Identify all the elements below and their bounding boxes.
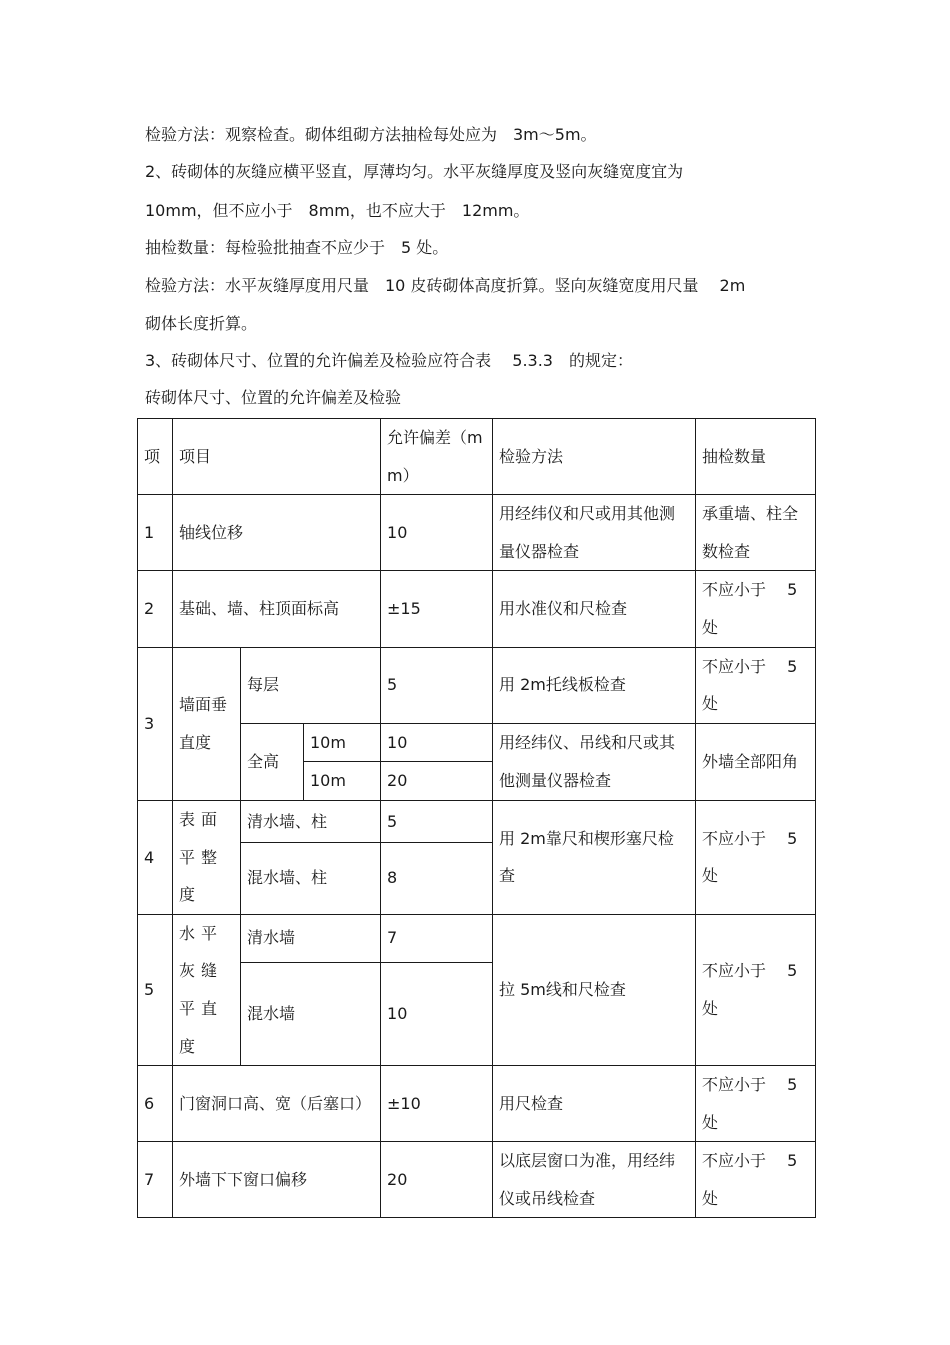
tolerance-table [137, 418, 816, 1218]
table-row [138, 1066, 816, 1142]
paragraph-1: 检验方法：观察检查。砌体组砌方法抽检每处应为 3m～5m。 [145, 125, 597, 144]
row-tolerance: 20 [381, 762, 493, 801]
row-method: 用经纬仪和尺或用其他测量仪器检查 [493, 495, 696, 571]
table-row [138, 647, 816, 723]
row-method: 以底层窗口为准，用经纬仪或吊线检查 [493, 1142, 696, 1218]
row-item: 水平灰缝平直度 [173, 914, 241, 1065]
table-row [138, 571, 816, 647]
row-tolerance: 10 [381, 495, 493, 571]
header-method: 检验方法 [493, 419, 696, 495]
row-subitem: 每层 [241, 647, 381, 723]
row-tolerance: 5 [381, 800, 493, 842]
table-row [138, 495, 816, 571]
row-item: 基础、墙、柱顶面标高 [173, 571, 381, 647]
table-row [138, 1142, 816, 1218]
row-tolerance: 10 [381, 962, 493, 1065]
row-method: 用经纬仪、吊线和尺或其他测量仪器检查 [493, 723, 696, 800]
row-quantity: 不应小于 5处 [696, 571, 816, 647]
row-quantity: 不应小于 5处 [696, 1066, 816, 1142]
table-row [138, 914, 816, 962]
row-method: 用 2m托线板检查 [493, 647, 696, 723]
row-no: 2 [138, 571, 173, 647]
row-tolerance: ±15 [381, 571, 493, 647]
row-quantity: 承重墙、柱全数检查 [696, 495, 816, 571]
row-no: 7 [138, 1142, 173, 1218]
row-subitem-range: 10m [304, 762, 381, 801]
header-item: 项目 [173, 419, 381, 495]
row-quantity: 外墙全部阳角 [696, 723, 816, 800]
header-quantity: 抽检数量 [696, 419, 816, 495]
row-method: 用水准仪和尺检查 [493, 571, 696, 647]
row-method: 用 2m靠尺和楔形塞尺检查 [493, 800, 696, 914]
header-tolerance: 允许偏差（mm） [381, 419, 493, 495]
row-tolerance: 5 [381, 647, 493, 723]
row-tolerance: 7 [381, 914, 493, 962]
paragraph-3: 10mm，但不应小于 8mm，也不应大于 12mm。 [145, 201, 530, 220]
row-no: 4 [138, 800, 173, 914]
row-no: 5 [138, 914, 173, 1065]
paragraph-5: 检验方法：水平灰缝厚度用尺量 10 皮砖砌体高度折算。竖向灰缝宽度用尺量 2m [145, 276, 746, 295]
paragraph-2: 2、砖砌体的灰缝应横平竖直，厚薄均匀。水平灰缝厚度及竖向灰缝宽度宜为 [145, 162, 684, 181]
row-subitem: 清水墙 [241, 914, 381, 962]
row-item: 轴线位移 [173, 495, 381, 571]
header-no: 项 [138, 419, 173, 495]
row-item: 表面平整度 [173, 800, 241, 914]
table-header-row [138, 419, 816, 495]
row-subitem: 混水墙、柱 [241, 842, 381, 914]
paragraph-6: 砌体长度折算。 [145, 314, 258, 333]
row-subitem-range: 10m [304, 723, 381, 762]
row-quantity: 不应小于 5处 [696, 800, 816, 914]
row-item: 门窗洞口高、宽（后塞口） [173, 1066, 381, 1142]
row-subitem: 混水墙 [241, 962, 381, 1065]
row-quantity: 不应小于 5处 [696, 914, 816, 1065]
row-item: 外墙下下窗口偏移 [173, 1142, 381, 1218]
row-method: 拉 5m线和尺检查 [493, 914, 696, 1065]
row-no: 3 [138, 647, 173, 800]
row-no: 1 [138, 495, 173, 571]
table-caption: 砖砌体尺寸、位置的允许偏差及检验 [145, 388, 402, 407]
row-quantity: 不应小于 5处 [696, 647, 816, 723]
row-subitem: 清水墙、柱 [241, 800, 381, 842]
row-item: 墙面垂直度 [173, 647, 241, 800]
row-tolerance: ±10 [381, 1066, 493, 1142]
row-tolerance: 20 [381, 1142, 493, 1218]
row-tolerance: 8 [381, 842, 493, 914]
row-tolerance: 10 [381, 723, 493, 762]
row-subitem: 全高 [241, 723, 304, 800]
paragraph-7: 3、砖砌体尺寸、位置的允许偏差及检验应符合表 5.3.3 的规定： [145, 351, 633, 370]
table-row [138, 800, 816, 842]
paragraph-4: 抽检数量：每检验批抽查不应少于 5 处。 [145, 238, 449, 257]
row-method: 用尺检查 [493, 1066, 696, 1142]
row-quantity: 不应小于 5处 [696, 1142, 816, 1218]
row-no: 6 [138, 1066, 173, 1142]
